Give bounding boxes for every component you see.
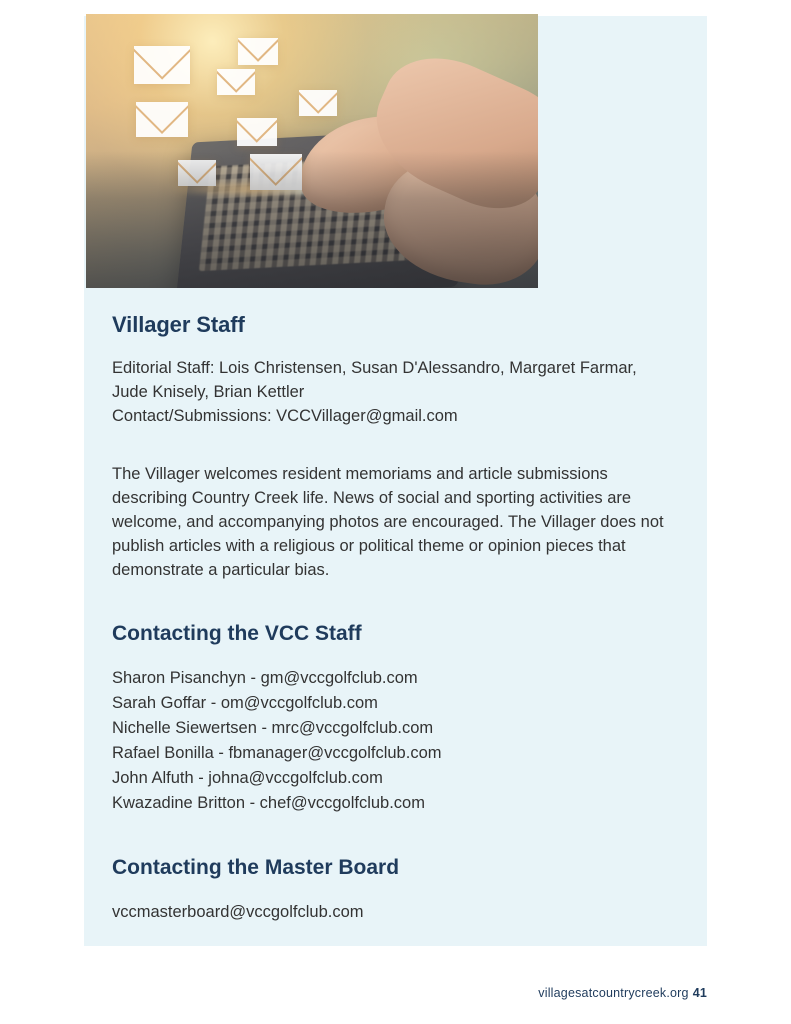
spacer — [112, 428, 687, 462]
envelope-icon — [299, 90, 337, 116]
villager-staff-heading: Villager Staff — [112, 312, 245, 337]
list-item: Sharon Pisanchyn - gm@vccgolfclub.com — [112, 669, 418, 687]
hero-photo — [86, 14, 538, 288]
envelope-icon — [237, 118, 277, 146]
envelope-icon — [217, 69, 255, 95]
list-item: John Alfuth - johna@vccgolfclub.com — [112, 769, 383, 787]
master-board-email: vccmasterboard@vccgolfclub.com — [112, 903, 364, 921]
list-item: Rafael Bonilla - fbmanager@vccgolfclub.com — [112, 744, 442, 762]
vcc-staff-heading: Contacting the VCC Staff — [112, 622, 362, 645]
footer-page-number: 41 — [692, 986, 707, 1000]
vcc-staff-contact-list — [112, 666, 687, 816]
forearm — [357, 37, 538, 226]
document-body — [112, 312, 687, 924]
hero-image — [86, 14, 538, 288]
list-item: Kwazadine Britton - chef@vccgolfclub.com — [112, 794, 425, 812]
spacer — [112, 816, 687, 856]
envelope-icon — [136, 102, 188, 137]
list-item: Sarah Goffar - om@vccgolfclub.com — [112, 694, 378, 712]
envelope-icon — [238, 38, 278, 65]
list-item: Nichelle Siewertsen - mrc@vccgolfclub.com — [112, 719, 434, 737]
envelope-icon — [178, 160, 216, 186]
envelope-icon — [134, 46, 190, 84]
spacer — [112, 582, 687, 622]
light-streak — [167, 184, 465, 194]
footer-site-url: villagesatcountrycreek.org — [538, 986, 689, 1000]
laptop-graphic — [176, 127, 475, 288]
envelope-icon — [250, 154, 302, 190]
contact-submissions-line: Contact/Submissions: VCCVillager@gmail.com — [112, 407, 458, 425]
page-footer — [538, 986, 707, 1000]
laptop-keyboard — [199, 154, 453, 271]
editorial-staff-line-1: Editorial Staff: Lois Christensen, Susan D'Alessandro, Margaret Farmar, — [112, 359, 637, 377]
right-hand — [376, 146, 538, 288]
editorial-staff-line-2: Jude Knisely, Brian Kettler — [112, 383, 305, 401]
master-board-heading: Contacting the Master Board — [112, 856, 400, 879]
villager-description: The Villager welcomes resident memoriams and article submissions describing Country Creek life. News of social and sporting activities are welcome, and accompanying photos are encouraged. The Villager does not publish articles with a religious or political theme or opinion pieces that demonstrate a particular bias. — [112, 465, 664, 579]
